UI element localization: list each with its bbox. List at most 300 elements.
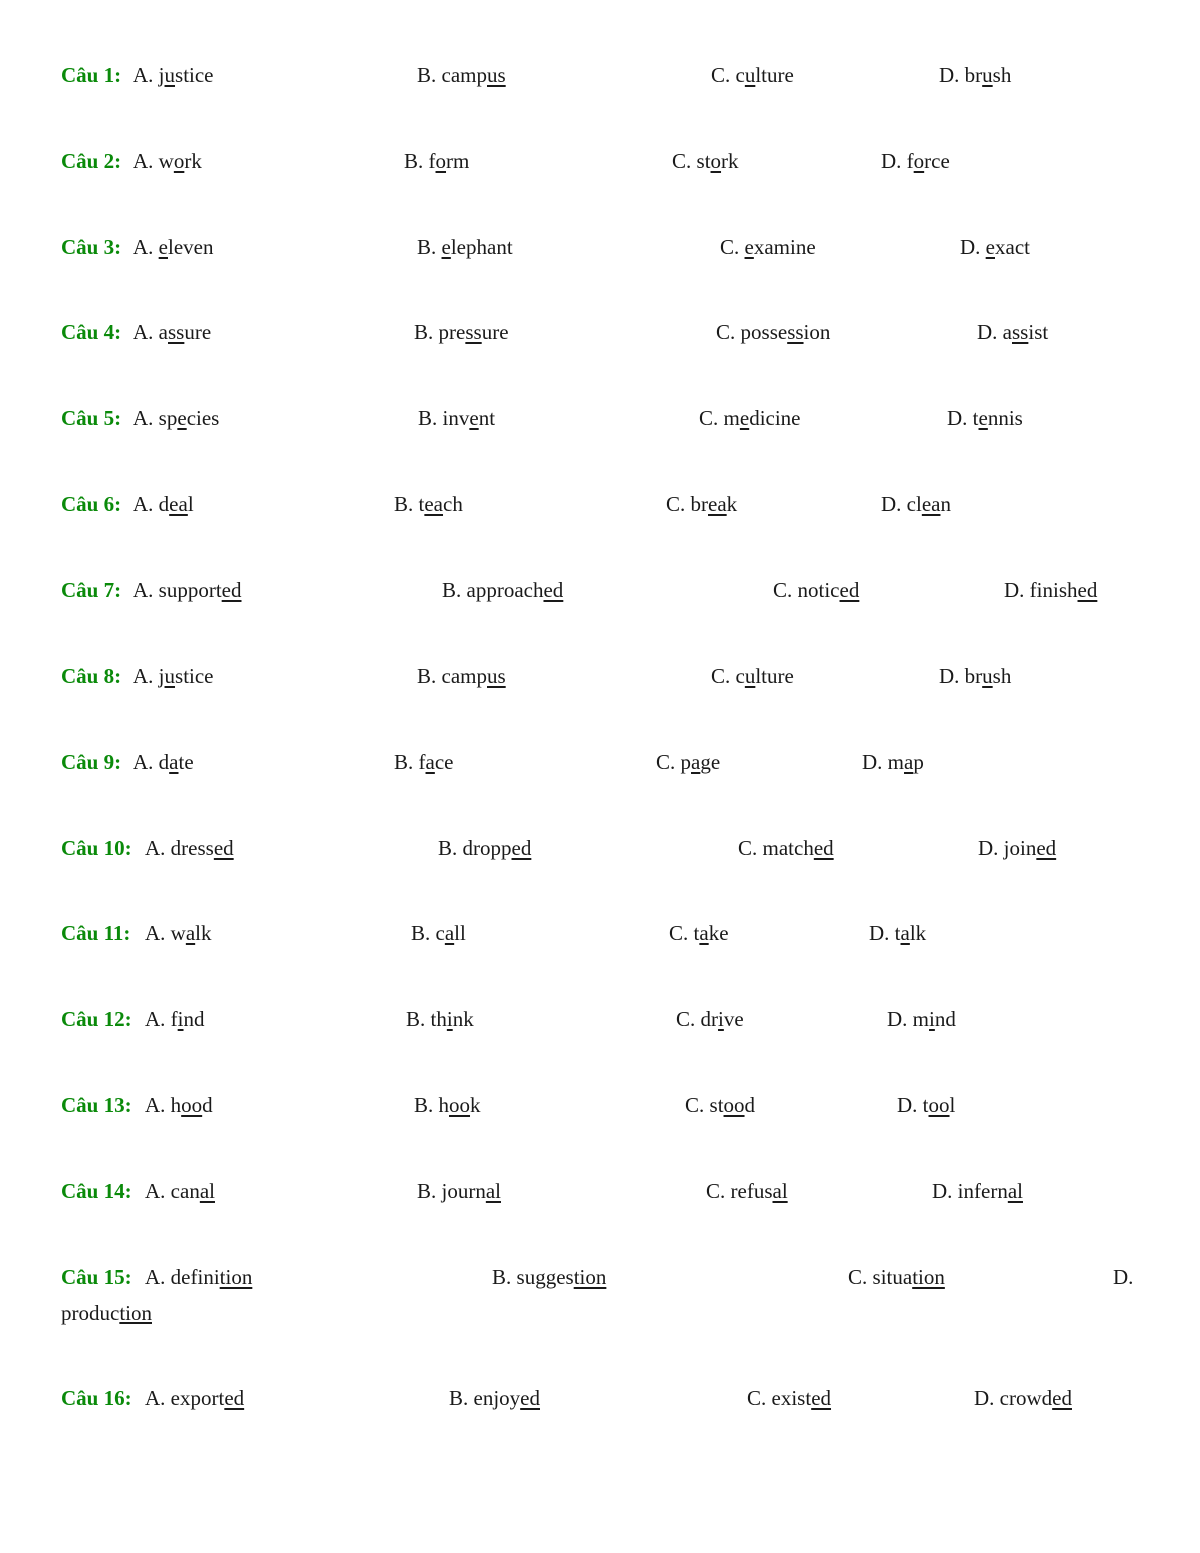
question-label: Câu 9: (61, 750, 122, 774)
word-suffix: k (470, 1093, 481, 1117)
option-letter: A. (133, 149, 154, 173)
word-suffix: cies (186, 406, 220, 430)
option-letter: A. (145, 1093, 166, 1117)
word-suffix: stice (175, 664, 214, 688)
option-word (986, 235, 1030, 259)
answer-option-a (145, 1386, 244, 1411)
option-letter: C. (676, 1007, 696, 1031)
question-row (0, 664, 1200, 704)
word-prefix: can (170, 1179, 200, 1203)
word-prefix: c (735, 63, 745, 87)
underlined-sound: i (929, 1007, 935, 1031)
option-word (913, 1007, 956, 1031)
underlined-sound: u (744, 63, 756, 87)
word-prefix: j (158, 664, 165, 688)
answer-option-a (145, 921, 212, 946)
word-prefix: w (158, 149, 174, 173)
word-prefix: c (735, 664, 745, 688)
underlined-sound: us (487, 63, 506, 87)
underlined-sound: a (425, 750, 435, 774)
option-word (431, 1007, 474, 1031)
question-label: Câu 15: (61, 1265, 132, 1289)
question-label: Câu 4: (61, 320, 122, 344)
option-letter: A. (133, 664, 154, 688)
word-prefix: br (690, 492, 709, 516)
answer-option-b (411, 921, 466, 946)
word-suffix: d (202, 1093, 213, 1117)
answer-option-c (711, 63, 794, 88)
option-letter: C. (706, 1179, 726, 1203)
option-letter: C. (666, 492, 686, 516)
question-row (0, 1007, 1200, 1047)
answer-option-a (133, 492, 194, 517)
option-word (1000, 1386, 1072, 1410)
underlined-sound: a (900, 921, 910, 945)
word-prefix: exist (771, 1386, 812, 1410)
question-label: Câu 8: (61, 664, 122, 688)
option-letter: D. (960, 235, 981, 259)
question-label: Câu 12: (61, 1007, 132, 1031)
word-prefix: t (418, 492, 425, 516)
word-prefix: j (158, 63, 165, 87)
word-suffix: stice (175, 63, 214, 87)
underlined-sound: u (164, 63, 176, 87)
word-prefix: a (158, 320, 168, 344)
question-label: Câu 10: (61, 836, 132, 860)
option-word (694, 921, 729, 945)
question-label: Câu 11: (61, 921, 131, 945)
word-prefix: p (680, 750, 692, 774)
question-label: Câu 14: (61, 1179, 132, 1203)
word-suffix: n (940, 492, 951, 516)
option-letter: B. (417, 235, 437, 259)
option-word (439, 320, 509, 344)
word-prefix: m (723, 406, 740, 430)
option-word (697, 149, 739, 173)
option-word (159, 406, 220, 430)
underlined-sound: e (985, 235, 995, 259)
option-letter: C. (747, 1386, 767, 1410)
word-suffix: lephant (450, 235, 513, 259)
question-label: Câu 5: (61, 406, 122, 430)
underlined-sound: u (982, 664, 993, 688)
answer-option-c (699, 406, 801, 431)
question-row (0, 406, 1200, 446)
word-prefix: inv (442, 406, 470, 430)
underlined-sound: oo (449, 1093, 471, 1117)
answer-option-d (974, 1386, 1072, 1411)
word-suffix: ke (708, 921, 729, 945)
option-word (159, 492, 194, 516)
option-letter: A. (133, 63, 154, 87)
underlined-sound: u (164, 664, 176, 688)
underlined-sound: o (710, 149, 722, 173)
answer-option-c (706, 1179, 788, 1204)
option-word (1004, 836, 1057, 860)
option-word (442, 235, 513, 259)
word-prefix: dress (170, 836, 214, 860)
underlined-sound: u (982, 63, 993, 87)
question-row (0, 492, 1200, 532)
option-word (159, 750, 194, 774)
word-prefix: match (762, 836, 814, 860)
word-prefix: camp (441, 664, 487, 688)
word-suffix: xact (995, 235, 1030, 259)
word-suffix: ll (454, 921, 466, 945)
option-word (439, 1093, 481, 1117)
answer-option-a (133, 664, 214, 689)
option-word (171, 1386, 244, 1410)
option-word (443, 406, 496, 430)
underlined-sound: ss (787, 320, 804, 344)
option-letter: C. (773, 578, 793, 602)
answer-option-b (417, 63, 506, 88)
underlined-sound: tion (219, 1265, 253, 1289)
answer-option-c (747, 1386, 831, 1411)
word-prefix: th (430, 1007, 447, 1031)
option-word (463, 836, 532, 860)
underlined-sound: ed (543, 578, 564, 602)
option-letter: B. (417, 664, 437, 688)
option-word (741, 320, 831, 344)
option-letter: B. (414, 1093, 434, 1117)
option-word (965, 63, 1012, 87)
option-word (171, 836, 234, 860)
word-prefix: journ (441, 1179, 486, 1203)
option-letter: B. (406, 1007, 426, 1031)
question-row (0, 63, 1200, 103)
word-prefix: cl (906, 492, 922, 516)
option-word (701, 1007, 744, 1031)
underlined-sound: al (485, 1179, 501, 1203)
option-word (710, 1093, 756, 1117)
option-word (681, 750, 721, 774)
word-prefix: h (170, 1093, 182, 1117)
answer-option-b (394, 492, 463, 517)
option-letter: A. (133, 406, 154, 430)
option-letter: C. (716, 320, 736, 344)
answer-option-a (145, 1265, 252, 1290)
underlined-sound: a (444, 921, 455, 945)
answer-option-b (492, 1265, 606, 1290)
word-prefix: defini (170, 1265, 220, 1289)
answer-option-b (449, 1386, 540, 1411)
question-label: Câu 16: (61, 1386, 132, 1410)
underlined-sound: e (441, 235, 451, 259)
option-word (159, 63, 214, 87)
underlined-sound: a (185, 921, 196, 945)
option-letter: D. (977, 320, 998, 344)
underlined-sound: i (446, 1007, 453, 1031)
option-word (1030, 578, 1098, 602)
answer-option-c (711, 664, 794, 689)
answer-option-c (716, 320, 830, 345)
underlined-sound: ea (921, 492, 941, 516)
option-word (442, 664, 506, 688)
option-letter: D. (881, 492, 902, 516)
word-prefix: approach (466, 578, 544, 602)
underlined-sound: a (691, 750, 701, 774)
word-prefix: t (693, 921, 700, 945)
answer-option-d (1113, 1265, 1133, 1290)
option-letter: C. (738, 836, 758, 860)
word-prefix: join (1003, 836, 1037, 860)
underlined-sound: a (169, 750, 179, 774)
option-word (965, 664, 1012, 688)
option-letter: A. (133, 578, 154, 602)
word-prefix: f (906, 149, 914, 173)
underlined-sound: ed (511, 836, 532, 860)
answer-option-a (133, 63, 214, 88)
word-suffix: lture (755, 664, 794, 688)
option-word (873, 1265, 945, 1289)
word-prefix: br (964, 664, 983, 688)
word-prefix: pre (438, 320, 466, 344)
word-suffix: lture (755, 63, 794, 87)
word-prefix: produc (61, 1301, 120, 1325)
answer-option-a (145, 836, 234, 861)
answer-option-c (848, 1265, 945, 1290)
underlined-sound: u (744, 664, 756, 688)
word-suffix: xamine (753, 235, 816, 259)
answer-option-d (978, 836, 1056, 861)
underlined-sound: al (199, 1179, 215, 1203)
word-suffix: ge (700, 750, 721, 774)
option-word (923, 1093, 956, 1117)
option-letter: D. (978, 836, 999, 860)
word-suffix: l (949, 1093, 956, 1117)
question-row (0, 1265, 1200, 1325)
option-word (907, 149, 950, 173)
option-word (724, 406, 801, 430)
word-prefix: infern (957, 1179, 1008, 1203)
answer-option-d (977, 320, 1048, 345)
question-label: Câu 7: (61, 578, 122, 602)
word-suffix: nk (452, 1007, 474, 1031)
answer-option-c (666, 492, 737, 517)
underlined-sound: ed (213, 836, 234, 860)
option-letter: C. (672, 149, 692, 173)
word-prefix: dr (700, 1007, 719, 1031)
option-word (442, 63, 506, 87)
question-row (0, 1179, 1200, 1219)
option-letter: D. (1004, 578, 1025, 602)
option-letter: C. (656, 750, 676, 774)
answer-option-c (669, 921, 729, 946)
word-prefix: h (438, 1093, 450, 1117)
word-suffix: ion (803, 320, 831, 344)
option-letter: D. (939, 63, 960, 87)
answer-option-d (932, 1179, 1023, 1204)
word-prefix: dropp (462, 836, 512, 860)
underlined-sound: e (978, 406, 988, 430)
option-letter: B. (394, 750, 414, 774)
answer-option-b (438, 836, 531, 861)
option-word (907, 492, 951, 516)
word-prefix: sugges (516, 1265, 574, 1289)
word-prefix: a (1002, 320, 1012, 344)
answer-option-a (133, 149, 202, 174)
question-row (0, 1386, 1200, 1426)
answer-option-c (685, 1093, 755, 1118)
word-prefix: f (418, 750, 426, 774)
option-letter: D. (932, 1179, 953, 1203)
option-word (474, 1386, 540, 1410)
answer-option-c (656, 750, 720, 775)
underlined-sound: e (744, 235, 754, 259)
question-row (0, 235, 1200, 275)
word-prefix: enjoy (473, 1386, 521, 1410)
answer-option-b (414, 1093, 481, 1118)
answer-option-b (417, 664, 506, 689)
word-prefix: crowd (999, 1386, 1053, 1410)
word-prefix: refus (730, 1179, 773, 1203)
option-letter: D. (862, 750, 883, 774)
option-word (736, 63, 794, 87)
option-letter: A. (133, 235, 154, 259)
underlined-sound: ed (221, 578, 242, 602)
word-suffix: nd (183, 1007, 205, 1031)
option-letter: C. (711, 664, 731, 688)
word-prefix: d (158, 492, 170, 516)
underlined-sound: oo (928, 1093, 950, 1117)
option-word (736, 664, 794, 688)
word-prefix: export (170, 1386, 225, 1410)
option-letter: B. (418, 406, 438, 430)
underlined-sound: ea (424, 492, 444, 516)
underlined-sound: tion (912, 1265, 945, 1289)
word-prefix: f (428, 149, 436, 173)
question-row (0, 836, 1200, 876)
word-prefix: m (912, 1007, 930, 1031)
answer-option-a (133, 750, 194, 775)
underlined-sound: o (173, 149, 185, 173)
question-row (0, 921, 1200, 961)
option-letter: D. (974, 1386, 995, 1410)
word-suffix: ist (1028, 320, 1049, 344)
underlined-sound: ed (1052, 1386, 1072, 1410)
answer-option-c (672, 149, 739, 174)
answer-option-b (414, 320, 509, 345)
underlined-sound: oo (723, 1093, 745, 1117)
underlined-sound: tion (573, 1265, 607, 1289)
underlined-sound: al (772, 1179, 788, 1203)
word-suffix: lk (909, 921, 927, 945)
option-word (159, 320, 212, 344)
answer-option-a (145, 1179, 215, 1204)
question-label: Câu 2: (61, 149, 122, 173)
option-word (159, 664, 214, 688)
underlined-sound: ea (169, 492, 188, 516)
option-letter: A. (145, 921, 166, 945)
answer-option-a (133, 235, 213, 260)
word-suffix: rk (184, 149, 202, 173)
answer-option-b (406, 1007, 474, 1032)
option-letter: B. (417, 1179, 437, 1203)
option-letter: B. (438, 836, 458, 860)
option-word (745, 235, 816, 259)
underlined-sound: e (469, 406, 479, 430)
option-letter: C. (685, 1093, 705, 1117)
answer-option-d (881, 149, 950, 174)
option-word (159, 149, 202, 173)
question-label: Câu 13: (61, 1093, 132, 1117)
word-prefix: situa (872, 1265, 913, 1289)
word-suffix: leven (168, 235, 214, 259)
option-word (731, 1179, 788, 1203)
word-suffix: rm (446, 149, 470, 173)
option-letter: C. (669, 921, 689, 945)
option-word (171, 1093, 213, 1117)
underlined-sound: e (739, 406, 750, 430)
answer-option-d (939, 63, 1011, 88)
question-row (0, 320, 1200, 360)
answer-option-a (133, 406, 219, 431)
underlined-sound: ss (1012, 320, 1029, 344)
underlined-sound: ea (708, 492, 727, 516)
underlined-sound: us (487, 664, 506, 688)
word-prefix: f (170, 1007, 178, 1031)
option-letter: B. (414, 320, 434, 344)
word-prefix: posse (740, 320, 788, 344)
underlined-sound: ed (520, 1386, 540, 1410)
answer-option-d (869, 921, 926, 946)
word-prefix: d (158, 750, 170, 774)
option-letter: A. (145, 836, 166, 860)
question-row (0, 750, 1200, 790)
word-suffix: te (178, 750, 194, 774)
word-prefix: st (696, 149, 711, 173)
question-row (0, 149, 1200, 189)
word-prefix: finish (1029, 578, 1078, 602)
word-suffix: k (726, 492, 738, 516)
option-letter: D. (947, 406, 968, 430)
underlined-sound: ss (168, 320, 185, 344)
word-suffix: d (744, 1093, 756, 1117)
answer-option-c (738, 836, 834, 861)
answer-option-a (145, 1093, 213, 1118)
word-suffix: ure (184, 320, 212, 344)
option-letter: D. (881, 149, 902, 173)
word-prefix: notic (797, 578, 840, 602)
word-prefix: support (158, 578, 222, 602)
option-word (442, 1179, 501, 1203)
underlined-sound: al (1007, 1179, 1023, 1203)
word-suffix: rk (721, 149, 739, 173)
word-prefix: w (170, 921, 186, 945)
option-letter: C. (848, 1265, 868, 1289)
word-suffix: ure (481, 320, 509, 344)
answer-option-b (417, 235, 513, 260)
underlined-sound: o (913, 149, 925, 173)
underlined-sound: e (158, 235, 168, 259)
answer-option-d (897, 1093, 955, 1118)
option-word (61, 1301, 152, 1325)
answer-option-d (862, 750, 924, 775)
option-letter: A. (145, 1265, 166, 1289)
answer-option-c (676, 1007, 744, 1032)
question-row (0, 1093, 1200, 1133)
word-suffix: p (913, 750, 924, 774)
option-letter: A. (133, 320, 154, 344)
option-letter: C. (699, 406, 719, 430)
option-word (429, 149, 470, 173)
answer-option-d (881, 492, 951, 517)
option-word (419, 750, 454, 774)
option-letter: A. (145, 1007, 166, 1031)
word-suffix: ce (434, 750, 454, 774)
option-letter: D. (869, 921, 890, 945)
